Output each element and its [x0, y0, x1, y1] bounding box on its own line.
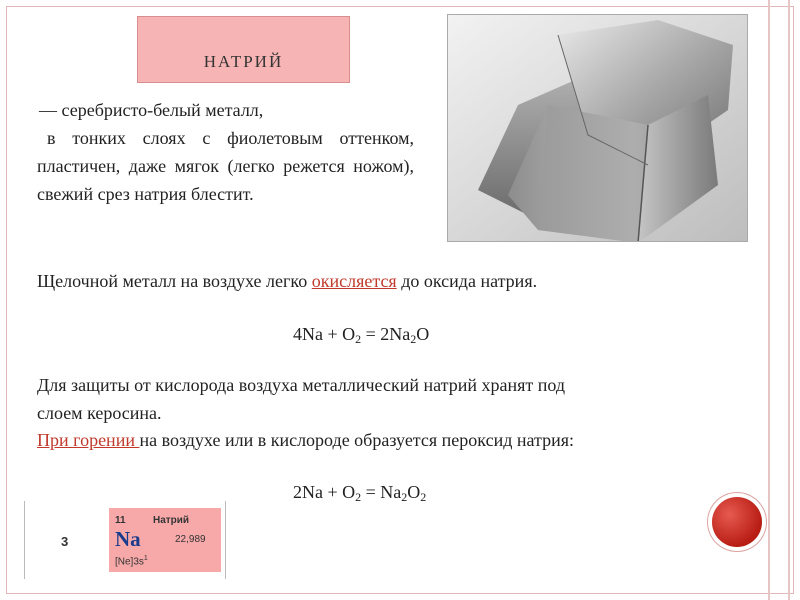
- description-line-1: — серебристо-белый металл,: [39, 100, 264, 120]
- equation-burning: [293, 482, 426, 505]
- storage-line-2: слоем керосина.: [37, 403, 162, 423]
- element-symbol: Na: [115, 527, 141, 551]
- eq1-sub: 2: [410, 332, 417, 346]
- description-rest: в тонких слоях с фиолетовым оттенком, пластичен, даже мягок (легко режется ножом), свежий срез натрия блестит.: [37, 128, 414, 204]
- description: [37, 96, 414, 208]
- eq1-part: = 2Na: [361, 324, 411, 344]
- slide-right-border: [768, 0, 790, 600]
- sodium-photo: [447, 14, 748, 242]
- storage-line-1: Для защиты от кислорода воздуха металлический натрий хранят под: [37, 375, 566, 395]
- sodium-element-cell: [109, 508, 221, 572]
- eq2-sub: 2: [355, 490, 362, 504]
- decorative-red-circle: [712, 497, 762, 547]
- eq2-part: 2Na + O: [293, 482, 356, 502]
- burning-text: на воздухе или в кислороде образуется пероксид натрия:: [139, 430, 575, 450]
- burning-sentence: [37, 430, 574, 451]
- electron-config-base: [Ne]3s: [115, 556, 144, 568]
- eq2-sub: 2: [401, 490, 408, 504]
- element-name: Натрий: [153, 515, 190, 526]
- atomic-number: 11: [115, 515, 126, 526]
- atomic-mass: 22,989: [175, 534, 206, 545]
- slide-title: НАТРИЙ: [137, 16, 350, 83]
- eq1-part: O: [416, 324, 430, 344]
- eq1-part: 4Na + O: [293, 324, 356, 344]
- electron-config: [115, 555, 148, 567]
- oxidation-text: Щелочной металл на воздухе легко: [37, 271, 312, 291]
- periodic-table-fragment: [24, 501, 226, 579]
- eq1-sub: 2: [355, 332, 362, 346]
- eq2-part: O: [407, 482, 421, 502]
- period-number: 3: [61, 534, 69, 549]
- equation-oxidation: [293, 324, 429, 347]
- oxidizes-link[interactable]: окисляется: [311, 271, 397, 291]
- oxidation-text-end: до оксида натрия.: [396, 271, 538, 291]
- eq2-sub: 2: [420, 490, 427, 504]
- oxidation-sentence: [37, 271, 537, 292]
- burning-link[interactable]: При горении: [37, 430, 140, 450]
- eq2-part: = Na: [361, 482, 402, 502]
- electron-config-sup: 1: [143, 555, 148, 562]
- sodium-metal-image: [448, 15, 748, 242]
